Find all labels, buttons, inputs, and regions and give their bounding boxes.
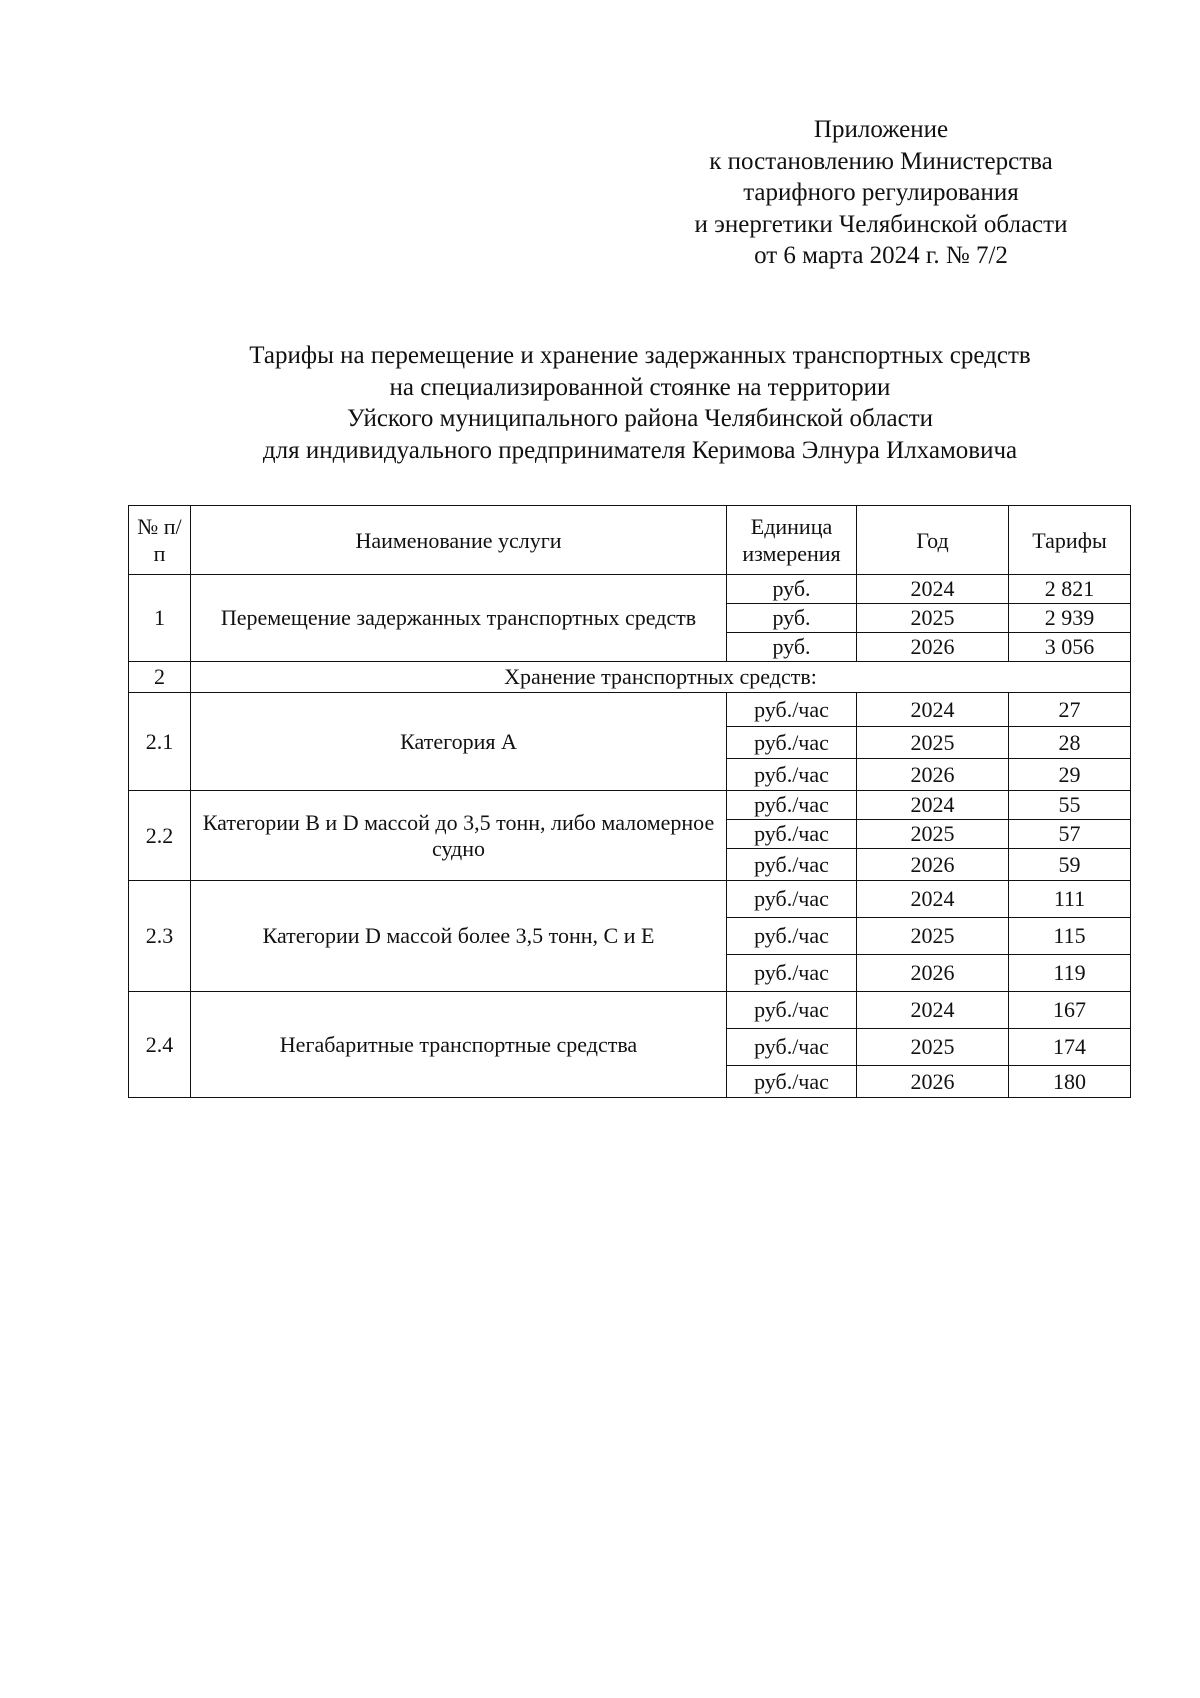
year-cell: 2026	[857, 1066, 1009, 1098]
tariff-cell: 57	[1009, 820, 1131, 849]
document-title	[120, 340, 1160, 466]
row-num: 2.4	[129, 992, 191, 1098]
tariff-cell: 167	[1009, 992, 1131, 1029]
unit-cell: руб./час	[727, 1029, 857, 1066]
unit-cell: руб.	[727, 575, 857, 604]
service-name: Негабаритные транспортные средства	[191, 992, 727, 1098]
service-name: Категория А	[191, 693, 727, 791]
table-row	[129, 992, 1131, 1029]
service-name: Категории D массой более 3,5 тонн, С и Е	[191, 881, 727, 992]
year-cell: 2026	[857, 955, 1009, 992]
table-header-row	[129, 506, 1131, 575]
year-cell: 2024	[857, 791, 1009, 820]
row-num: 1	[129, 575, 191, 662]
year-cell: 2025	[857, 820, 1009, 849]
unit-cell: руб./час	[727, 693, 857, 727]
table-row	[129, 575, 1131, 604]
tariff-cell: 180	[1009, 1066, 1131, 1098]
appendix-line: и энергетики Челябинской области	[694, 210, 1068, 238]
header-name: Наименование услуги	[191, 506, 727, 575]
service-name: Категории В и D массой до 3,5 тонн, либо маломерное судно	[191, 791, 727, 881]
appendix-header	[640, 114, 1122, 272]
appendix-line: тарифного регулирования	[743, 179, 1019, 206]
year-cell: 2026	[857, 849, 1009, 881]
unit-cell: руб.	[727, 604, 857, 633]
tariff-cell: 29	[1009, 759, 1131, 791]
tariff-cell: 3 056	[1009, 633, 1131, 662]
tariff-cell: 174	[1009, 1029, 1131, 1066]
year-cell: 2024	[857, 992, 1009, 1029]
year-cell: 2024	[857, 881, 1009, 918]
tariffs-table	[128, 505, 1131, 1098]
tariff-cell: 115	[1009, 918, 1131, 955]
tariff-cell: 59	[1009, 849, 1131, 881]
unit-cell: руб./час	[727, 992, 857, 1029]
unit-cell: руб./час	[727, 881, 857, 918]
year-cell: 2024	[857, 693, 1009, 727]
unit-cell: руб./час	[727, 849, 857, 881]
year-cell: 2025	[857, 604, 1009, 633]
year-cell: 2024	[857, 575, 1009, 604]
year-cell: 2025	[857, 1029, 1009, 1066]
table-row	[129, 791, 1131, 820]
unit-cell: руб./час	[727, 955, 857, 992]
tariff-cell: 55	[1009, 791, 1131, 820]
header-year: Год	[857, 506, 1009, 575]
row-num: 2.1	[129, 693, 191, 791]
year-cell: 2025	[857, 727, 1009, 759]
appendix-line: от 6 марта 2024 г. № 7/2	[754, 242, 1008, 269]
unit-cell: руб./час	[727, 918, 857, 955]
appendix-line: Приложение	[813, 116, 949, 143]
tariff-cell: 111	[1009, 881, 1131, 918]
row-num: 2.3	[129, 881, 191, 992]
row-num: 2	[129, 662, 191, 693]
title-line: Тарифы на перемещение и хранение задержанных транспортных средств	[249, 342, 1031, 369]
section-row	[129, 662, 1131, 693]
tariff-cell: 2 939	[1009, 604, 1131, 633]
table-row	[129, 881, 1131, 918]
tariff-cell: 2 821	[1009, 575, 1131, 604]
unit-cell: руб./час	[727, 791, 857, 820]
tariff-cell: 27	[1009, 693, 1131, 727]
unit-cell: руб./час	[727, 820, 857, 849]
unit-cell: руб./час	[727, 759, 857, 791]
row-num: 2.2	[129, 791, 191, 881]
title-line: на специализированной стоянке на территории	[389, 373, 891, 401]
section-name: Хранение транспортных средств:	[191, 662, 1131, 693]
year-cell: 2026	[857, 633, 1009, 662]
service-name: Перемещение задержанных транспортных средств	[191, 575, 727, 662]
tariff-cell: 119	[1009, 955, 1131, 992]
title-line: для индивидуального предпринимателя Керимова Элнура Илхамовича	[262, 436, 1018, 464]
appendix-line: к постановлению Министерства	[709, 147, 1053, 175]
header-tariff: Тарифы	[1009, 506, 1131, 575]
year-cell: 2025	[857, 918, 1009, 955]
unit-cell: руб./час	[727, 1066, 857, 1098]
unit-cell: руб.	[727, 633, 857, 662]
table-row	[129, 693, 1131, 727]
title-line: Уйского муниципального района Челябинской области	[346, 405, 934, 432]
unit-cell: руб./час	[727, 727, 857, 759]
year-cell: 2026	[857, 759, 1009, 791]
tariff-cell: 28	[1009, 727, 1131, 759]
header-num: № п/п	[129, 506, 191, 575]
header-unit: Единица измерения	[727, 506, 857, 575]
